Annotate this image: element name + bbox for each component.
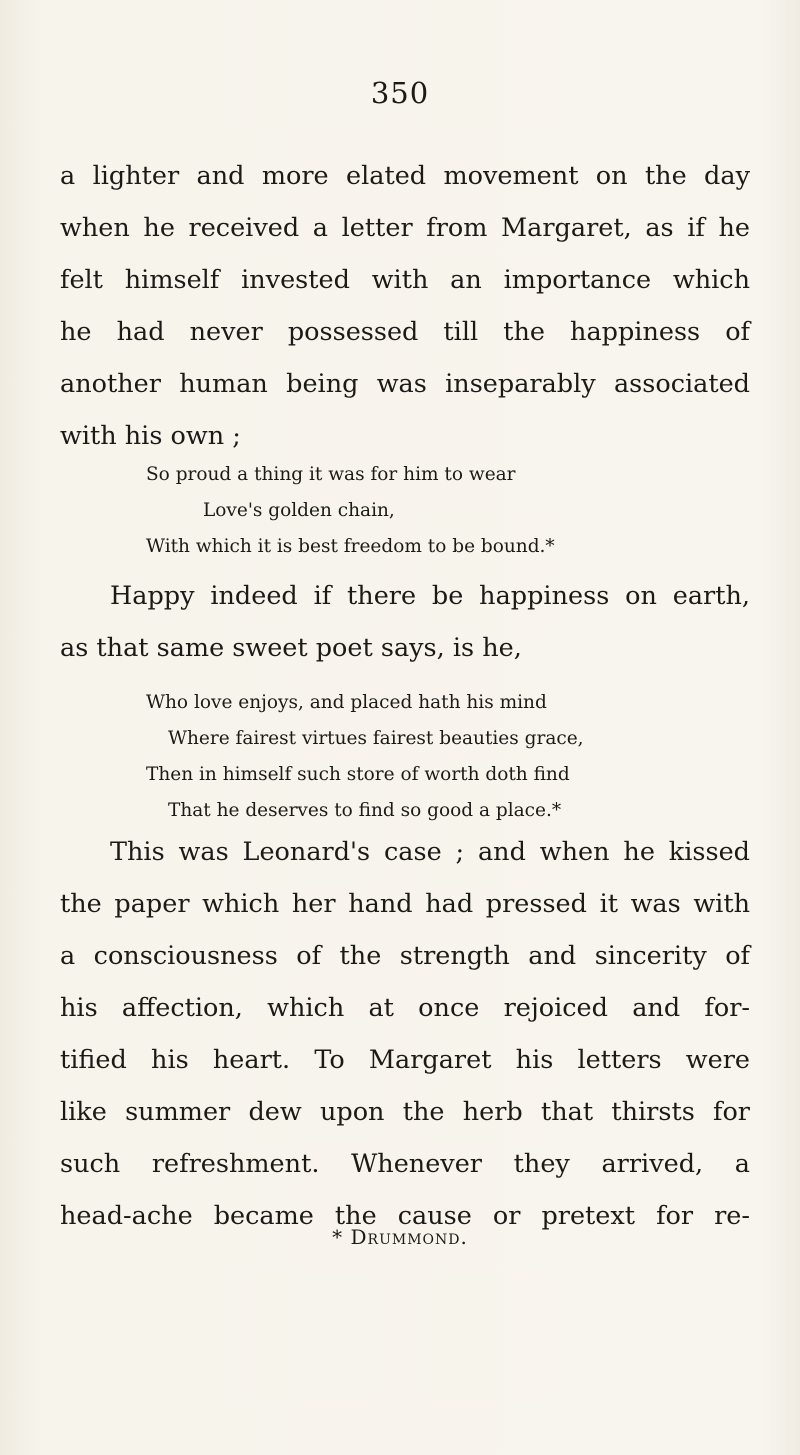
text-line: tified his heart. To Margaret his letters were	[60, 1045, 750, 1075]
verse-line: Love's golden chain,	[203, 500, 395, 521]
paragraph-3	[60, 826, 750, 1242]
verse-quotation-2	[0, 685, 800, 829]
verse-line: That he deserves to find so good a place.*	[168, 800, 562, 821]
text-line: Happy indeed if there be happiness on earth,	[110, 581, 750, 611]
verse-line: Who love enjoys, and placed hath his mind	[146, 692, 547, 713]
text-line: with his own ;	[60, 421, 241, 451]
verse-line: So proud a thing it was for him to wear	[146, 464, 516, 485]
footnote-text: * Drummond.	[332, 1225, 468, 1249]
text-line: the paper which her hand had pressed it was with	[60, 889, 750, 919]
text-line: he had never possessed till the happiness of	[60, 317, 750, 347]
paragraph-1	[60, 150, 750, 462]
verse-line: Where fairest virtues fairest beauties grace,	[168, 728, 584, 749]
text-line: like summer dew upon the herb that thirsts for	[60, 1097, 750, 1127]
footnote	[0, 1225, 800, 1249]
text-line: such refreshment. Whenever they arrived, a	[60, 1149, 750, 1179]
text-line: his affection, which at once rejoiced and for-	[60, 993, 750, 1023]
paragraph-2	[60, 570, 750, 674]
text-line: This was Leonard's case ; and when he kissed	[110, 837, 750, 867]
verse-line: With which it is best freedom to be bound.*	[146, 536, 555, 557]
text-line: as that same sweet poet says, is he,	[60, 633, 522, 663]
text-line: a consciousness of the strength and sincerity of	[60, 941, 750, 971]
page-number: 350	[370, 76, 430, 110]
text-line: another human being was inseparably associated	[60, 369, 750, 399]
verse-line: Then in himself such store of worth doth find	[146, 764, 570, 785]
verse-quotation-1	[0, 457, 800, 565]
text-line: felt himself invested with an importance which	[60, 265, 750, 295]
text-line: a lighter and more elated movement on the day	[60, 161, 750, 191]
text-line: when he received a letter from Margaret, as if he	[60, 213, 750, 243]
text-line: head-ache became the cause or pretext for re-	[60, 1201, 750, 1231]
